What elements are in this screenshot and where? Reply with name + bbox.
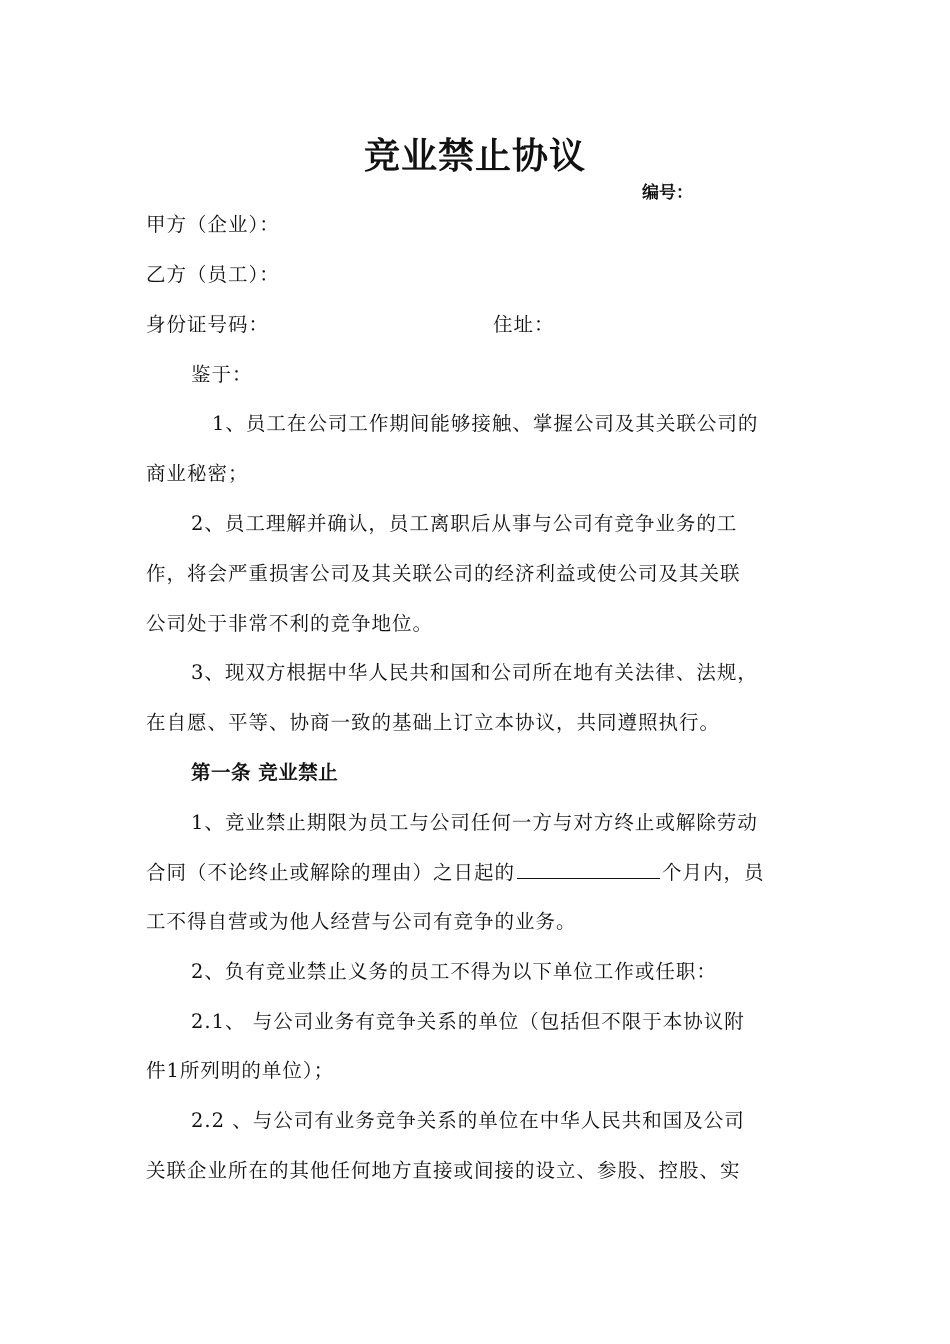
clause-2-1-line-2: 件1所列明的单位）； [146,1059,335,1082]
clause-1-line-3: 工不得自营或为他人经营与公司有竞争的业务。 [146,910,577,933]
recital-2-line-1: 2、员工理解并确认，员工离职后从事与公司有竞争业务的工 [191,512,738,535]
clause-2: 2、负有竞业禁止义务的员工不得为以下单位工作或任职： [191,960,717,983]
party-a-label: 甲方（企业）： [146,213,280,236]
article-1-heading: 第一条 竞业禁止 [191,761,339,784]
recital-2-line-2: 作，将会严重损害公司及其关联公司的经济利益或使公司及其关联 [146,562,741,585]
document-number-label: 编号： [642,183,693,203]
clause-2-1-line-1: 2.1、 与公司业务有竞争关系的单位（包括但不限于本协议附 [191,1010,745,1033]
clause-1-line-1: 1、竞业禁止期限为员工与公司任何一方与对方终止或解除劳动 [191,811,758,834]
clause-1-line-2 [146,858,765,887]
recital-1-line-1: 1、员工在公司工作期间能够接触、掌握公司及其关联公司的 [212,412,759,435]
clause-1-line-2-after: 个月内，员 [662,861,765,884]
recital-1-line-2: 商业秘密； [146,462,249,485]
clause-1-line-2-before: 合同（不论终止或解除的理由）之日起的 [146,861,516,884]
recital-2-line-3: 公司处于非常不利的竞争地位。 [146,612,434,635]
document-title: 竞业禁止协议 [363,136,586,177]
whereas-heading: 鉴于： [191,363,253,386]
clause-2-2-line-1: 2.2 、与公司有业务竞争关系的单位在中华人民共和国及公司 [191,1109,745,1132]
id-number-label: 身份证号码： [146,313,270,336]
recital-3-line-2: 在自愿、平等、协商一致的基础上订立本协议，共同遵照执行。 [146,711,721,734]
months-blank-field [517,858,660,879]
address-label: 住址： [493,313,555,336]
party-b-label: 乙方（员工）： [146,263,280,286]
clause-2-2-line-2: 关联企业所在的其他任何地方直接或间接的设立、参股、控股、实 [146,1159,741,1182]
recital-3-line-1: 3、现双方根据中华人民共和国和公司所在地有关法律、法规， [191,661,758,684]
